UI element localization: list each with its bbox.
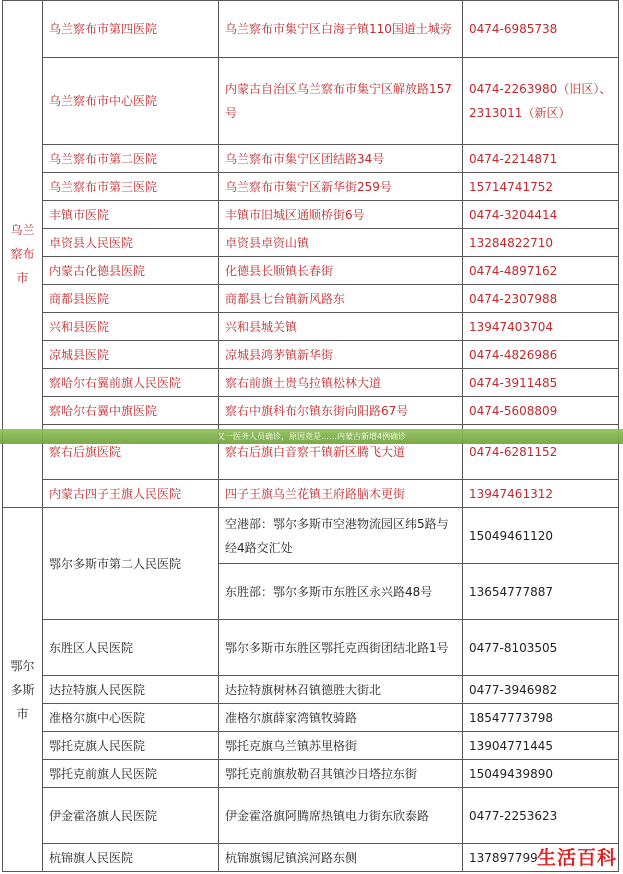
- news-banner[interactable]: 又一医务人员确诊，原因竟是……内蒙古新增4例确诊: [0, 429, 623, 444]
- hospital-phone: 0474-2307988: [463, 285, 619, 313]
- table-row: [3, 844, 619, 872]
- table-row: [3, 480, 619, 508]
- hospital-address: 兴和县城关镇: [219, 313, 463, 341]
- hospital-address: 鄂托克前旗敖勒召其镇沙日塔拉东街: [219, 760, 463, 788]
- hospital-name: 察哈尔右翼前旗人民医院: [43, 369, 219, 397]
- hospital-address: 达拉特旗树林召镇德胜大街北: [219, 676, 463, 704]
- hospital-address: 准格尔旗薛家湾镇牧骑路: [219, 704, 463, 732]
- hospital-phone: 13654777887: [463, 564, 619, 620]
- hospital-address: 鄂托克旗乌兰镇苏里格街: [219, 732, 463, 760]
- hospital-phone: 13947403704: [463, 313, 619, 341]
- hospital-name: 内蒙古化德县医院: [43, 257, 219, 285]
- hospital-name: 卓资县人民医院: [43, 229, 219, 257]
- table-row: [3, 704, 619, 732]
- hospital-address: 察右前旗土贵乌拉镇松林大道: [219, 369, 463, 397]
- hospital-name: 鄂托克前旗人民医院: [43, 760, 219, 788]
- hospital-name: 内蒙古四子王旗人民医院: [43, 480, 219, 508]
- table-row: [3, 676, 619, 704]
- hospital-address: 四子王旗乌兰花镇王府路脑木更街: [219, 480, 463, 508]
- hospital-address: 东胜部：鄂尔多斯市东胜区永兴路48号: [219, 564, 463, 620]
- hospital-phone: 13904771445: [463, 732, 619, 760]
- hospital-name: 凉城县医院: [43, 341, 219, 369]
- hospital-name: 乌兰察布市第三医院: [43, 173, 219, 201]
- table-row: [3, 508, 619, 564]
- hospital-address: 乌兰察布市集宁区白海子镇110国道土城旁: [219, 1, 463, 58]
- table-row: [3, 732, 619, 760]
- hospital-phone: 18547773798: [463, 704, 619, 732]
- hospital-name: 伊金霍洛旗人民医院: [43, 788, 219, 844]
- hospital-address: 乌兰察布市集宁区团结路34号: [219, 145, 463, 173]
- hospital-name: 鄂托克旗人民医院: [43, 732, 219, 760]
- hospital-phone: 13947461312: [463, 480, 619, 508]
- hospital-address: 凉城县鸿茅镇新华街: [219, 341, 463, 369]
- city-cell: 鄂尔多斯市: [3, 508, 43, 872]
- hospital-phone: 0477-2253623: [463, 788, 619, 844]
- table-row: [3, 201, 619, 229]
- hospital-address: 杭锦旗锡尼镇滨河路东侧: [219, 844, 463, 872]
- watermark-logo: 生活百科: [536, 847, 617, 869]
- table-row: [3, 257, 619, 285]
- hospital-phone: 0477-3946982: [463, 676, 619, 704]
- hospital-phone: 0474-6985738: [463, 1, 619, 58]
- hospital-phone: 13284822710: [463, 229, 619, 257]
- hospital-name: 准格尔旗中心医院: [43, 704, 219, 732]
- hospital-phone: 0474-6281152: [463, 425, 619, 480]
- hospital-name: 乌兰察布市第四医院: [43, 1, 219, 58]
- hospital-phone: 0477-8103505: [463, 620, 619, 676]
- hospital-name: 乌兰察布市中心医院: [43, 58, 219, 145]
- hospital-name: 乌兰察布市第二医院: [43, 145, 219, 173]
- city-cell: 乌兰察布市: [3, 1, 43, 508]
- hospital-phone: 0474-3911485: [463, 369, 619, 397]
- hospital-address: 鄂尔多斯市东胜区鄂托克西街团结北路1号: [219, 620, 463, 676]
- table-row: [3, 369, 619, 397]
- table-row: [3, 1, 619, 58]
- hospital-phone: 137897799: [463, 844, 619, 872]
- table-row: [3, 285, 619, 313]
- hospital-name: 商都县医院: [43, 285, 219, 313]
- table-row: [3, 229, 619, 257]
- table-row: [3, 397, 619, 425]
- table-row: [3, 313, 619, 341]
- hospital-phone: 15714741752: [463, 173, 619, 201]
- hospital-address: 化德县长顺镇长春街: [219, 257, 463, 285]
- table-row: [3, 341, 619, 369]
- hospital-address: 察右后旗白音察干镇新区腾飞大道: [219, 425, 463, 480]
- hospital-phone: 0474-4826986: [463, 341, 619, 369]
- hospital-address: 商都县七台镇新风路东: [219, 285, 463, 313]
- hospital-phone: 0474-3204414: [463, 201, 619, 229]
- hospital-address: 丰镇市旧城区通顺桥街6号: [219, 201, 463, 229]
- hospital-name: 丰镇市医院: [43, 201, 219, 229]
- hospital-address: 乌兰察布市集宁区新华街259号: [219, 173, 463, 201]
- hospital-phone: 0474-4897162: [463, 257, 619, 285]
- hospital-phone: 0474-5608809: [463, 397, 619, 425]
- hospital-name: 鄂尔多斯市第二人民医院: [43, 508, 219, 620]
- hospital-phone: 0474-2214871: [463, 145, 619, 173]
- hospital-address: 伊金霍洛旗阿腾席热镇电力街东欣泰路: [219, 788, 463, 844]
- hospital-address: 察右中旗科布尔镇东街向阳路67号: [219, 397, 463, 425]
- table-row: [3, 58, 619, 145]
- table-row: [3, 173, 619, 201]
- hospital-name: 兴和县医院: [43, 313, 219, 341]
- hospital-name: 杭锦旗人民医院: [43, 844, 219, 872]
- table-row: [3, 760, 619, 788]
- hospital-phone: 0474-2263980（旧区）、2313011（新区）: [463, 58, 619, 145]
- hospital-name: 察右后旗医院: [43, 425, 219, 480]
- hospital-name: 察哈尔右翼中旗医院: [43, 397, 219, 425]
- hospital-address: 内蒙古自治区乌兰察布市集宁区解放路157号: [219, 58, 463, 145]
- hospital-phone: 15049439890: [463, 760, 619, 788]
- hospital-phone: 15049461120: [463, 508, 619, 564]
- table-row: [3, 788, 619, 844]
- table-row: [3, 145, 619, 173]
- table-row: [3, 620, 619, 676]
- hospital-name: 达拉特旗人民医院: [43, 676, 219, 704]
- hospital-address: 空港部：鄂尔多斯市空港物流园区纬5路与经4路交汇处: [219, 508, 463, 564]
- hospital-name: 东胜区人民医院: [43, 620, 219, 676]
- hospital-address: 卓资县卓资山镇: [219, 229, 463, 257]
